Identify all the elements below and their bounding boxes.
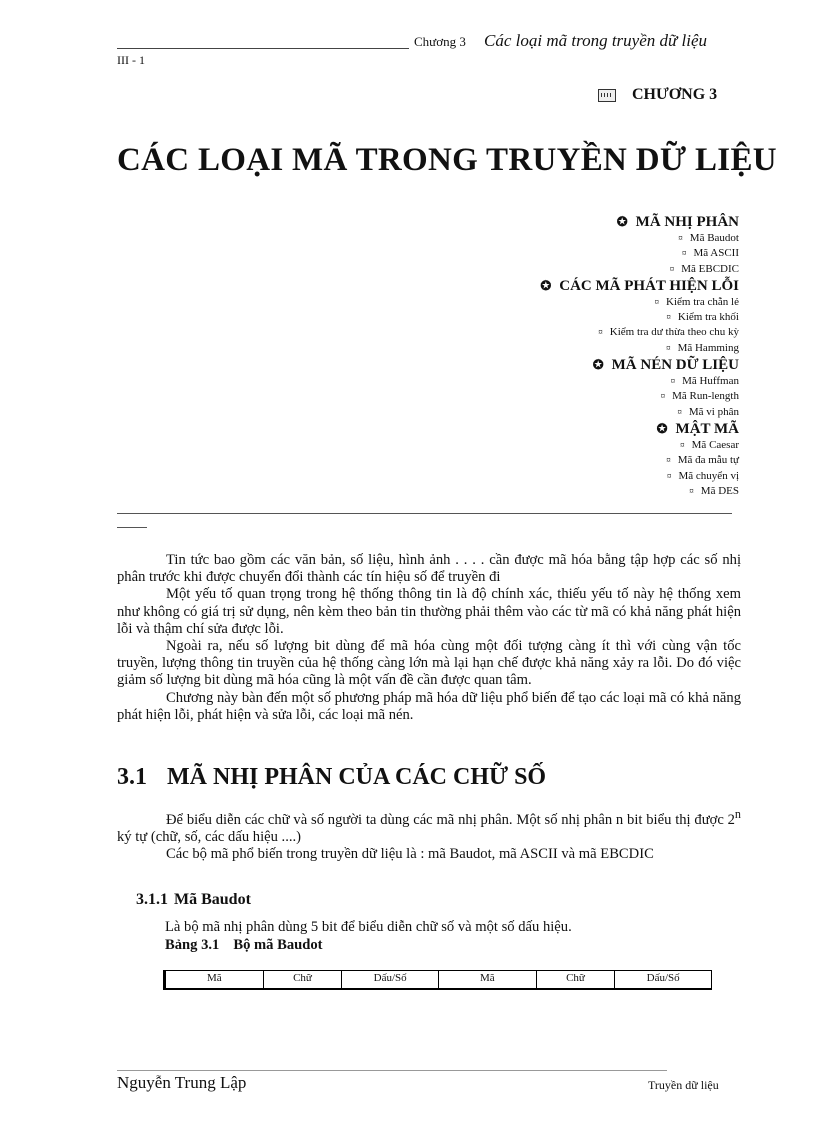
page-number: III - 1: [117, 53, 145, 67]
bullet-icon: ¤: [598, 327, 603, 338]
divider: [117, 527, 147, 528]
outline-item: ¤ Mã EBCDIC: [669, 262, 739, 275]
chapter-label-text: CHƯƠNG 3: [632, 86, 718, 103]
footer-rule: [117, 1070, 667, 1071]
bullet-icon: ¤: [666, 312, 671, 323]
bullet-icon: ¤: [678, 233, 683, 243]
table-caption: [165, 937, 323, 954]
bullet-icon: ¤: [654, 296, 659, 307]
chapter-title: CÁC LOẠI MÃ TRONG TRUYỀN DỮ LIỆU: [117, 142, 777, 178]
outline-section: ✪ MẬT MÃ: [656, 420, 739, 437]
paragraph: Các bộ mã phổ biến trong truyền dữ liệu là : mã Baudot, mã ASCII và mã EBCDIC: [166, 846, 654, 863]
section-number: 3.1: [117, 764, 147, 790]
paragraph: Ngoài ra, nếu số lượng bit dùng để mã hóa cùng một đối tượng càng ít thì với cùng vận tốc truyền, lượng thông tin truyền của hệ thống càng lớn mà lại hạn chế được khả năng xảy ra lỗi. Do đó việc giảm số lượng bit dùng mã hóa cũng là một vấn đề cần được quan tâm.: [117, 638, 741, 689]
bullet-icon: ¤: [666, 455, 671, 466]
table-header-cell: Chữ: [537, 971, 616, 988]
bullet-icon: ¤: [660, 391, 666, 402]
paragraph: Một yếu tố quan trọng trong hệ thống thông tin là độ chính xác, thiếu yếu tố này hệ thống xem như không có giá trị sử dụng, nên kèm theo bản tin thường phải thêm vào các từ mã có khả năng phát hiện lỗi và thậm chí sửa được lỗi.: [117, 586, 741, 637]
star-icon: ✪: [616, 214, 628, 229]
bullet-icon: ¤: [669, 263, 675, 274]
intro-text: [117, 552, 741, 724]
paragraph: Chương này bàn đến một số phương pháp mã hóa dữ liệu phổ biến để tạo các loại mã có khả năng phát hiện lỗi, phát hiện và sửa lỗi, các loại mã nén.: [117, 689, 741, 723]
table-header-cell: Mã: [439, 971, 537, 988]
paragraph: Để biểu diễn các chữ và số người ta dùng các mã nhị phân. Một số nhị phân n bit biểu thị được 2$^n$ ký tự (chữ, số, các dấu hiệu ....): [117, 807, 741, 846]
subsection-number: 3.1.1: [136, 891, 168, 908]
caption-text: Bộ mã Baudot: [233, 937, 323, 953]
outline-item: ¤ Mã Caesar: [680, 438, 739, 451]
table-header-cell: Chữ: [264, 971, 343, 988]
footer-title: Truyền dữ liệu: [648, 1078, 719, 1092]
table-header-cell: Mã: [166, 971, 264, 988]
outline-item: ¤ Mã Baudot: [678, 232, 739, 244]
outline-section: ✪ MÃ NÉN DỮ LIỆU: [592, 357, 739, 374]
outline-section: ✪ CÁC MÃ PHÁT HIỆN LỖI: [540, 277, 739, 294]
star-icon: ✪: [592, 357, 604, 373]
outline-item: ¤ Mã Run-length: [660, 390, 739, 403]
bullet-icon: ¤: [689, 485, 694, 496]
table-header-cell: Dấu/Số: [646, 972, 680, 984]
outline-item: ¤ Mã DES: [689, 484, 739, 497]
table-header-cell: Dấu/Số: [342, 971, 439, 988]
bullet-icon: ¤: [680, 439, 685, 450]
chapter-label: [598, 86, 717, 104]
outline-item: ¤ Mã chuyển vị: [667, 469, 739, 482]
divider: [117, 513, 732, 514]
section-text: [117, 806, 741, 863]
outline-item: ¤ Mã đa mẫu tự: [666, 454, 739, 467]
subsection-heading: [136, 891, 251, 909]
chapter-outline: [419, 213, 739, 499]
section-title: MÃ NHỊ PHÂN CỦA CÁC CHỮ SỐ: [167, 764, 547, 790]
outline-item: ¤ Mã vi phân: [677, 405, 739, 418]
subsection-title: Mã Baudot: [174, 891, 251, 908]
section-heading: [117, 764, 546, 791]
outline-item: ¤ Mã ASCII: [681, 247, 739, 260]
outline-section: ✪ MÃ NHỊ PHÂN: [616, 214, 739, 230]
header-rule: [117, 48, 409, 49]
keyboard-icon: [598, 89, 616, 102]
paragraph: Tin tức bao gồm các văn bản, số liệu, hình ảnh . . . . cần được mã hóa bằng tập hợp các số nhị phân trước khi được chuyển đổi thành các tín hiệu số để truyền đi: [117, 552, 741, 586]
footer-author: Nguyễn Trung Lập: [117, 1073, 247, 1092]
star-icon: ✪: [656, 420, 668, 436]
outline-item: ¤ Kiểm tra chẵn lẻ: [654, 295, 739, 308]
bullet-icon: ¤: [670, 376, 676, 387]
outline-item: ¤ Mã Hamming: [666, 341, 739, 354]
header-chapter: Chương 3: [414, 34, 466, 49]
outline-item: ¤ Kiểm tra dư thừa theo chu kỳ: [598, 326, 739, 339]
header-title: Các loại mã trong truyền dữ liệu: [484, 31, 708, 50]
bullet-icon: ¤: [677, 406, 682, 417]
subsection-text: Là bộ mã nhị phân dùng 5 bit để biểu diễn chữ số và một số dấu hiệu.: [165, 919, 572, 935]
bullet-icon: ¤: [681, 248, 687, 259]
bullet-icon: ¤: [667, 470, 672, 481]
outline-item: ¤ Mã Huffman: [670, 375, 739, 388]
caption-number: Bảng 3.1: [165, 937, 220, 953]
baudot-table-header: [163, 970, 712, 990]
star-icon: ✪: [540, 277, 552, 293]
outline-item: ¤ Kiểm tra khối: [666, 311, 739, 324]
bullet-icon: ¤: [666, 342, 671, 353]
